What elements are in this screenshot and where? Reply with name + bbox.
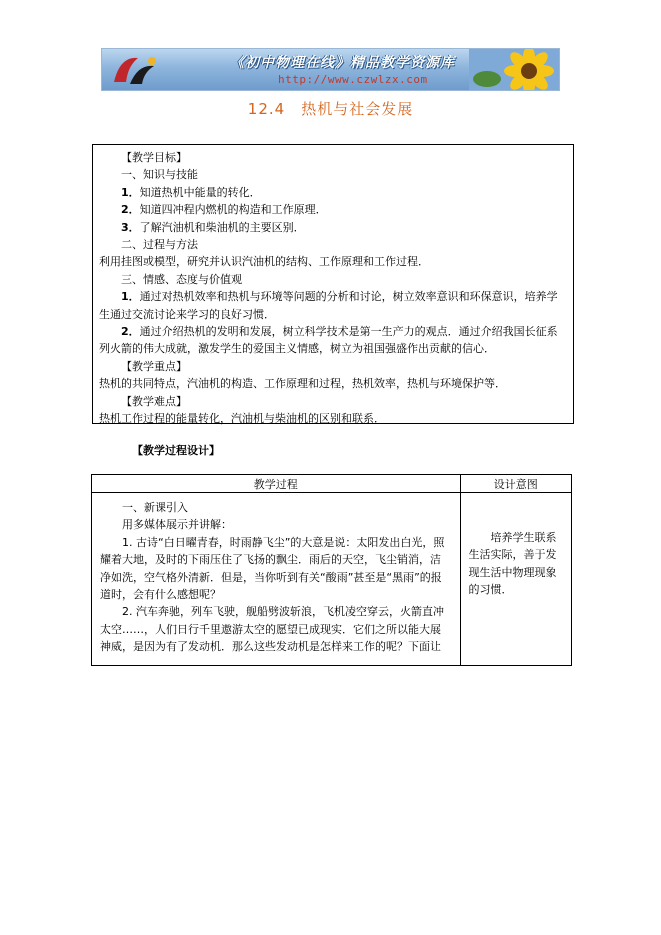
table-header-row	[92, 475, 572, 493]
intro-subtitle: 用多媒体展示并讲解：	[122, 518, 232, 532]
intro-title: 一、新课引入	[122, 501, 188, 514]
table-row	[92, 493, 572, 666]
knowledge-item: 2．知道四冲程内燃机的构造和工作原理．	[121, 203, 327, 217]
column-header-intent: 设计意图	[460, 475, 572, 493]
difficult-points-heading: 【教学难点】	[121, 394, 187, 408]
process-table	[91, 474, 572, 666]
method-text: 利用挂图或模型，研究并认识汽油机的结构、工作原理和工作过程．	[99, 255, 429, 269]
design-intent-text: 培养学生联系生活实际，善于发现生活中物理现象的习惯．	[468, 531, 557, 597]
process-heading: 【教学过程设计】	[132, 444, 220, 457]
process-cell	[92, 493, 461, 666]
sunflower-decoration-icon	[469, 49, 559, 91]
objectives-heading: 【教学目标】	[121, 151, 187, 164]
knowledge-section-title: 一、知识与技能	[121, 168, 198, 182]
knowledge-item: 1．知道热机中能量的转化．	[121, 185, 261, 199]
key-points-text: 热机的共同特点，汽油机的构造、工作原理和过程，热机效率，热机与环境保护等．	[99, 377, 506, 391]
intro-paragraph-1: 1. 古诗“白日曜青春，时雨静飞尘”的大意是说：太阳发出白光，照耀着大地，及时的下雨压住了飞扬的飘尘．雨后的天空，飞尘销消，洁净如洗，空气格外清新．但是，当你听到有关“酸雨”甚至是“黑雨”的报道时，会有什么感想呢？	[100, 535, 445, 602]
banner-url: http://www.czwlzx.com	[278, 73, 428, 86]
key-points-heading: 【教学重点】	[121, 359, 187, 373]
attitude-section-title: 三、情感、态度与价值观	[121, 272, 242, 286]
header-banner	[101, 48, 560, 91]
logo-icon	[108, 52, 162, 89]
method-section-title: 二、过程与方法	[121, 238, 198, 252]
attitude-item: 2．通过介绍热机的发明和发展，树立科学技术是第一生产力的观点．通过介绍我国长征系列火箭的伟大成就，激发学生的爱国主义情感，树立为祖国强盛作出贡献的信心．	[99, 325, 558, 356]
knowledge-item: 3．了解汽油机和柴油机的主要区别．	[121, 220, 305, 234]
intro-paragraph-2: 2. 汽车奔驰，列车飞驶，舰船劈波斩浪，飞机凌空穿云，火箭直冲太空……，人们日行千里遨游太空的愿望已成现实．它们之所以能大展神威，是因为有了发动机．那么这些发动机是怎样来工作的呢？下面让	[100, 605, 444, 654]
design-intent-cell	[460, 493, 572, 666]
difficult-points-text: 热机工作过程的能量转化，汽油机与柴油机的区别和联系．	[99, 412, 385, 426]
column-header-process: 教学过程	[92, 475, 461, 493]
banner-title: 《初中物理在线》精品教学资源库	[230, 55, 455, 71]
page-title: 12.4 热机与社会发展	[247, 100, 414, 118]
objectives-box	[92, 144, 574, 424]
attitude-item: 1．通过对热机效率和热机与环境等问题的分析和讨论，树立效率意识和环保意识，培养学生通过交流讨论来学习的良好习惯．	[99, 290, 558, 321]
